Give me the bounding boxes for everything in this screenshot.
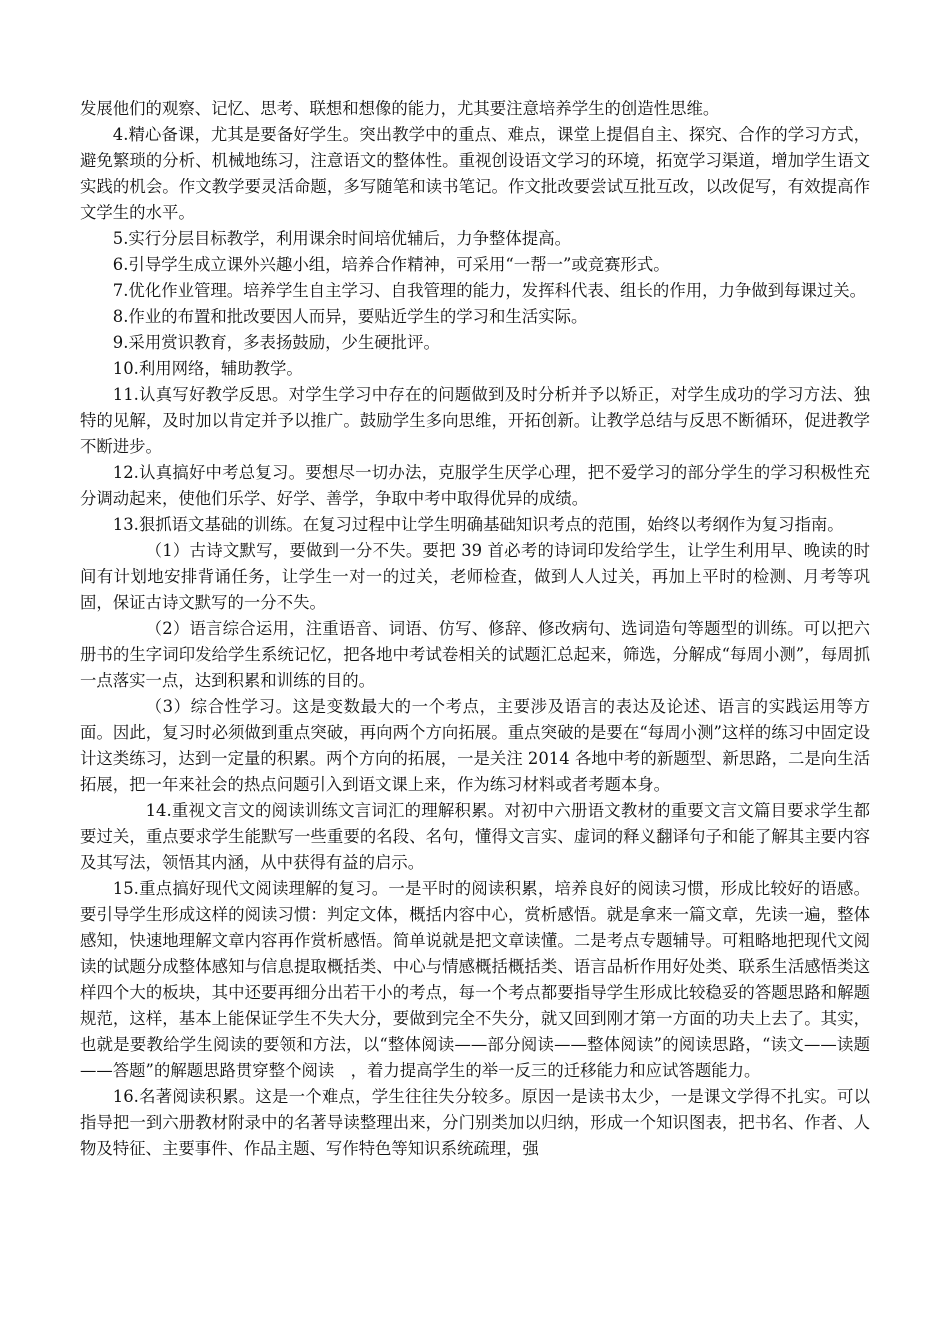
paragraph-item-13: 13.狠抓语文基础的训练。在复习过程中让学生明确基础知识考点的范围，始终以考纲作为复习指南。 bbox=[112, 515, 844, 534]
paragraph-subitem-3: （3）综合性学习。这是变数最大的一个考点，主要涉及语言的表达及论述、语言的实践运用等方面。因此，复习时必须做到重点突破，再向两个方向拓展。重点突破的是要在“每周小测”这样的练习中固定设计这类练习，达到一定量的积累。两个方向的拓展，一是关注 2014 各地中考的新题型、新思路，二是向生活拓展，把一年来社会的热点问题引入到语文课上来，作为练习材料或者考题本身。 bbox=[80, 697, 870, 794]
paragraph-item-5: 5.实行分层目标教学，利用课余时间培优辅后，力争整体提高。 bbox=[112, 229, 571, 248]
paragraph-item-6: 6.引导学生成立课外兴趣小组，培养合作精神，可采用“一帮一”或竞赛形式。 bbox=[112, 255, 670, 274]
paragraph-continuation: 发展他们的观察、记忆、思考、联想和想像的能力，尤其要注意培养学生的创造性思维。 bbox=[80, 99, 720, 118]
paragraph-item-16: 16.名著阅读积累。这是一个难点，学生往往失分较多。原因一是读书太少，一是课文学得不扎实。可以指导把一到六册教材附录中的名著导读整理出来，分门别类加以归纳，形成一个知识图表，把书名、作者、人物及特征、主要事件、作品主题、写作特色等知识系统疏理，强 bbox=[80, 1087, 870, 1158]
paragraph-item-12: 12.认真搞好中考总复习。要想尽一切办法，克服学生厌学心理，把不爱学习的部分学生的学习积极性充分调动起来，使他们乐学、好学、善学，争取中考中取得优异的成绩。 bbox=[80, 463, 870, 508]
paragraph-item-7: 7.优化作业管理。培养学生自主学习、自我管理的能力，发挥科代表、组长的作用，力争做到每课过关。 bbox=[112, 281, 867, 300]
paragraph-item-9: 9.采用赏识教育，多表扬鼓励，少生硬批评。 bbox=[112, 333, 440, 352]
paragraph-item-10: 10.利用网络，辅助教学。 bbox=[112, 359, 303, 378]
paragraph-subitem-2: （2）语言综合运用，注重语音、词语、仿写、修辞、修改病句、选词造句等题型的训练。可以把六册书的生字词印发给学生系统记忆，把各地中考试卷相关的试题汇总起来，筛选，分解成“每周小测”，每周抓一点落实一点，达到积累和训练的目的。 bbox=[80, 619, 870, 690]
paragraph-item-11: 11.认真写好教学反思。对学生学习中存在的问题做到及时分析并予以矫正，对学生成功的学习方法、独特的见解，及时加以肯定并予以推广。鼓励学生多向思维，开拓创新。让教学总结与反思不断循环，促进教学不断进步。 bbox=[80, 385, 870, 456]
paragraph-item-8: 8.作业的布置和批改要因人而异，要贴近学生的学习和生活实际。 bbox=[112, 307, 588, 326]
paragraph-item-14: 14.重视文言文的阅读训练文言词汇的理解积累。对初中六册语文教材的重要文言文篇目要求学生都要过关，重点要求学生能默写一些重要的名段、名句，懂得文言实、虚词的释义翻译句子和能了解其主要内容及其写法，领悟其内涵，从中获得有益的启示。 bbox=[80, 801, 870, 872]
paragraph-item-15: 15.重点搞好现代文阅读理解的复习。一是平时的阅读积累，培养良好的阅读习惯，形成比较好的语感。要引导学生形成这样的阅读习惯：判定文体，概括内容中心，赏析感悟。就是拿来一篇文章，先读一遍，整体感知，快速地理解文章内容再作赏析感悟。简单说就是把文章读懂。二是考点专题辅导。可粗略地把现代文阅读的试题分成整体感知与信息提取概括类、中心与情感概括概括类、语言品析作用好处类、联系生活感悟类这样四个大的板块，其中还要再细分出若干小的考点，每一个考点都要指导学生形成比较稳妥的答题思路和解题规范，这样，基本上能保证学生不失大分，要做到完全不失分，就又回到刚才第一方面的功夫上去了。其实，也就是要教给学生阅读的要领和方法，以“整体阅读——部分阅读——整体阅读”的阅读思路，“读文——读题——答题”的解题思路贯穿整个阅读 ，着力提高学生的举一反三的迁移能力和应试答题能力。 bbox=[80, 879, 870, 1080]
paragraph-subitem-1: （1）古诗文默写，要做到一分不失。要把 39 首必考的诗词印发给学生，让学生利用早、晚读的时间有计划地安排背诵任务，让学生一对一的过关，老师检查，做到人人过关，再加上平时的检测、月考等巩固，保证古诗文默写的一分不失。 bbox=[80, 541, 870, 612]
document-page bbox=[80, 96, 870, 1162]
paragraph-item-4: 4.精心备课，尤其是要备好学生。突出教学中的重点、难点，课堂上提倡自主、探究、合作的学习方式，避免繁琐的分析、机械地练习，注意语文的整体性。重视创设语文学习的环境，拓宽学习渠道，增加学生语文实践的机会。作文教学要灵活命题，多写随笔和读书笔记。作文批改要尝试互批互改，以改促写，有效提高作文学生的水平。 bbox=[80, 125, 870, 222]
